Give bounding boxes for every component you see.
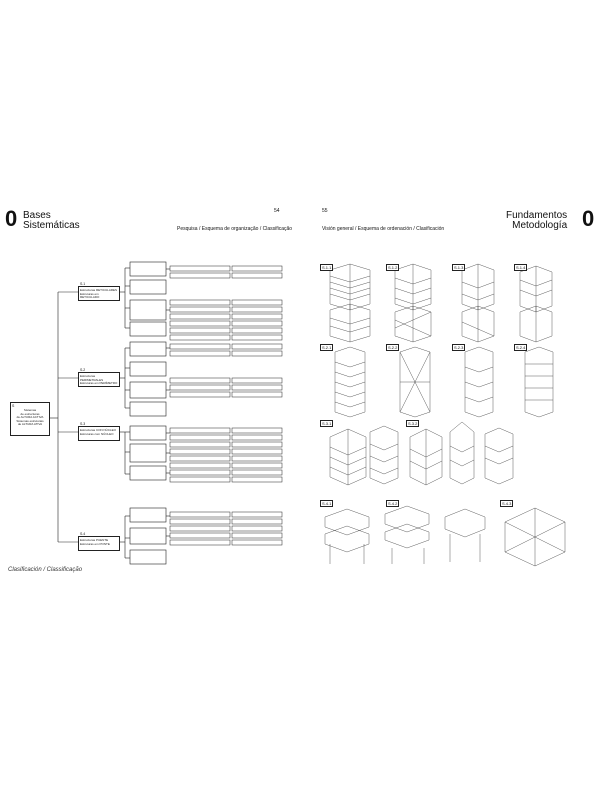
tree-connectors — [0, 252, 600, 582]
group-code-s4: S.4 — [80, 532, 86, 536]
root-label-line4: Sistemas estruturais — [16, 418, 44, 423]
figure-code-s32: S.3.2 — [408, 421, 418, 426]
root-label-line3: de ALTURA ACTIVA — [16, 415, 44, 420]
chapter-title-left-line2: Sistemáticas — [23, 220, 80, 231]
group-code-s3: S.3 — [80, 422, 86, 426]
group-label-s2-line1: Estructuras PERIMETRALES — [80, 374, 104, 382]
root-label-line1: Sistemas — [23, 408, 37, 412]
page-number-left: 54 — [274, 208, 280, 214]
group-node-s3 — [78, 422, 120, 441]
figure-code-s21: S.2.1 — [322, 345, 332, 350]
group-label-s1 — [80, 289, 118, 300]
figure-code-s31: S.3.1 — [322, 421, 332, 426]
group-code-s1: S.1 — [80, 282, 86, 286]
group-label-s4 — [80, 539, 118, 546]
chapter-title-right-line1: Fundamentos — [506, 210, 568, 221]
root-label — [12, 409, 48, 427]
figure-code-s22: S.2.2 — [388, 345, 398, 350]
group-label-s4-line2: Estruturas em PONTE — [80, 541, 110, 546]
group-label-s1-line2: Estruturas em RETICULADO — [80, 291, 100, 300]
figure-code-s23: S.2.3 — [454, 345, 464, 350]
group-label-s3-line1: Estructuras CON NÚCLEO — [80, 428, 117, 432]
chapter-title-right — [506, 211, 567, 231]
page-header — [0, 208, 600, 238]
group-label-s1-line1: Estructuras RETICULARES — [80, 288, 118, 292]
figure-code-s13: S.1.3 — [454, 265, 464, 270]
chapter-number-right: 0 — [582, 206, 595, 231]
group-node-s2 — [78, 368, 120, 387]
group-node-s4 — [78, 532, 120, 551]
figure-code-s11: S.1.1 — [322, 265, 332, 270]
chapter-title-right-line2: Metodología — [512, 220, 568, 231]
chapter-number-left: 0 — [5, 206, 18, 231]
group-code-s2: S.2 — [80, 368, 86, 372]
root-code: S — [12, 404, 15, 408]
group-label-s2 — [80, 375, 118, 386]
page-caption: Clasificación / Classificação — [8, 567, 83, 573]
group-label-s3-line2: Estruturas com NÚCLEO — [80, 431, 114, 436]
figure-code-s43: S.4.3 — [502, 501, 512, 506]
figure-code-s24: S.2.4 — [516, 345, 526, 350]
group-label-s3 — [80, 429, 118, 436]
breadcrumb-left: Pesquisa / Esquema de organização / Classificação — [177, 226, 293, 232]
root-node — [10, 402, 50, 436]
root-label-line2: de estructuras — [20, 411, 40, 416]
figure-code-s41: S.4.1 — [322, 501, 332, 506]
group-label-s2-line2: Estruturas em PERÍMETRO — [80, 381, 118, 386]
figure-code-s42: S.4.2 — [388, 501, 398, 506]
chapter-title-left — [23, 211, 80, 231]
breadcrumb-right: Visión general / Esquema de ordenación / Clasificación — [322, 226, 445, 232]
chapter-title-left-line1: Bases — [23, 210, 51, 221]
figure-code-s14: S.1.4 — [516, 265, 526, 270]
root-label-line5: de ALTURA ATIVA — [17, 422, 43, 427]
group-node-s1 — [78, 282, 120, 301]
building-drawings — [325, 264, 565, 566]
figure-code-s12: S.1.2 — [388, 265, 398, 270]
group-label-s4-line1: Estructuras PUENTE — [80, 538, 109, 542]
classification-spread — [0, 252, 600, 582]
page-number-right: 55 — [322, 208, 328, 214]
